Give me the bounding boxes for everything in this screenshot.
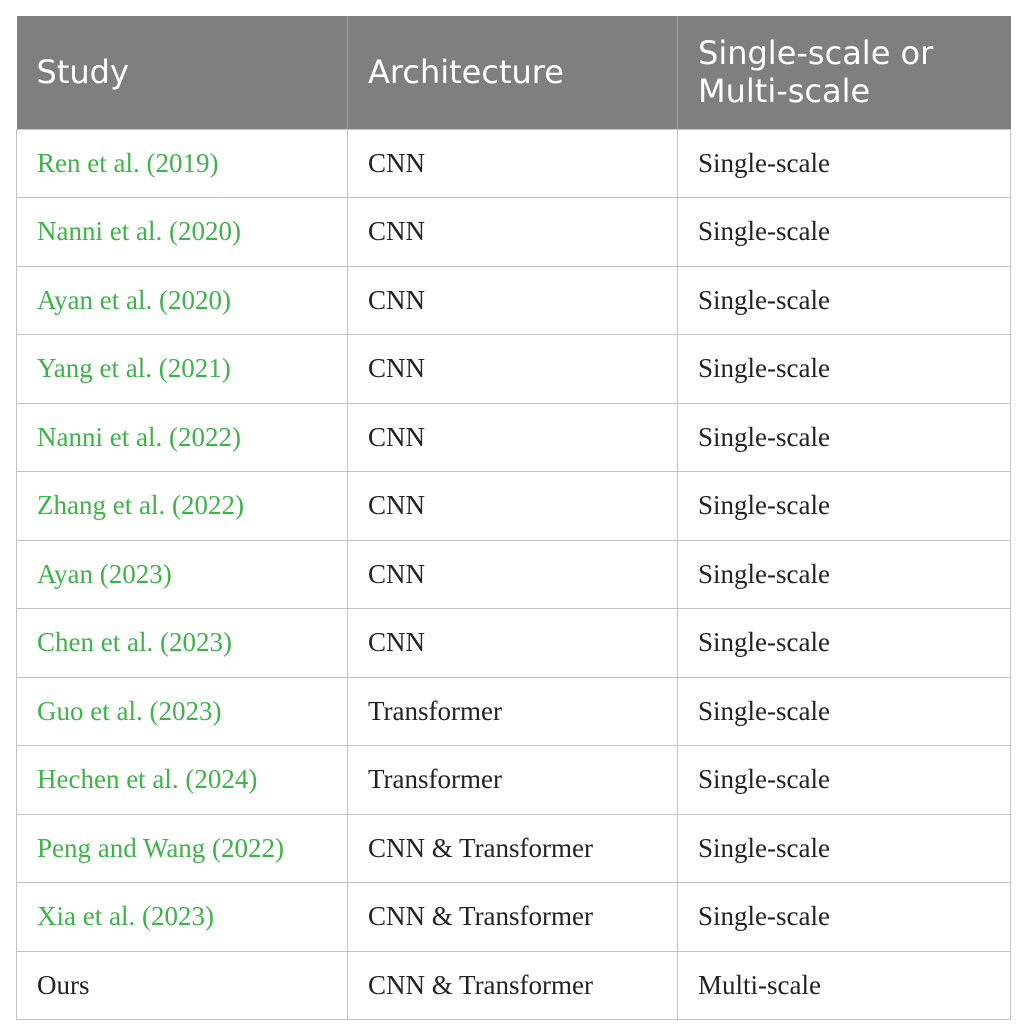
architecture-cell: CNN [348,266,678,335]
study-citation-link[interactable]: Ren et al. (2019) [17,129,348,198]
study-citation-link[interactable]: Nanni et al. (2020) [17,198,348,267]
architecture-cell: CNN & Transformer [348,951,678,1020]
table-row [17,677,1011,746]
scale-cell: Single-scale [678,677,1011,746]
architecture-cell: Transformer [348,677,678,746]
architecture-cell: CNN [348,335,678,404]
scale-cell: Single-scale [678,472,1011,541]
table-row [17,266,1011,335]
scale-cell: Single-scale [678,540,1011,609]
study-citation-link[interactable]: Ayan (2023) [17,540,348,609]
architecture-cell: CNN [348,403,678,472]
header-scale-line2: Multi-scale [698,72,871,111]
scale-cell: Single-scale [678,198,1011,267]
table-row [17,609,1011,678]
scale-cell: Single-scale [678,814,1011,883]
table-row [17,335,1011,404]
scale-cell: Single-scale [678,335,1011,404]
study-citation-link[interactable]: Ayan et al. (2020) [17,266,348,335]
study-cell: Ours [17,951,348,1020]
table-row [17,198,1011,267]
architecture-cell: Transformer [348,746,678,815]
table-row [17,472,1011,541]
study-citation-link[interactable]: Yang et al. (2021) [17,335,348,404]
table-row [17,883,1011,952]
architecture-cell: CNN [348,129,678,198]
architecture-cell: CNN [348,540,678,609]
header-study: Study [17,16,348,129]
header-row [17,16,1011,129]
study-citation-link[interactable]: Xia et al. (2023) [17,883,348,952]
scale-cell: Single-scale [678,883,1011,952]
scale-cell: Multi-scale [678,951,1011,1020]
study-citation-link[interactable]: Chen et al. (2023) [17,609,348,678]
table-row [17,814,1011,883]
architecture-cell: CNN & Transformer [348,883,678,952]
scale-cell: Single-scale [678,609,1011,678]
comparison-table [16,16,1011,1020]
header-architecture: Architecture [348,16,678,129]
scale-cell: Single-scale [678,746,1011,815]
study-citation-link[interactable]: Guo et al. (2023) [17,677,348,746]
scale-cell: Single-scale [678,403,1011,472]
architecture-cell: CNN [348,609,678,678]
table-row [17,746,1011,815]
architecture-cell: CNN [348,472,678,541]
table-row [17,129,1011,198]
table-header [17,16,1011,129]
table-row [17,403,1011,472]
study-citation-link[interactable]: Zhang et al. (2022) [17,472,348,541]
scale-cell: Single-scale [678,266,1011,335]
table-body [17,129,1011,1020]
study-citation-link[interactable]: Nanni et al. (2022) [17,403,348,472]
table-row [17,540,1011,609]
study-citation-link[interactable]: Hechen et al. (2024) [17,746,348,815]
table-row [17,951,1011,1020]
study-citation-link[interactable]: Peng and Wang (2022) [17,814,348,883]
header-scale [678,16,1011,129]
header-scale-line1: Single-scale or [698,34,934,73]
architecture-cell: CNN [348,198,678,267]
scale-cell: Single-scale [678,129,1011,198]
architecture-cell: CNN & Transformer [348,814,678,883]
